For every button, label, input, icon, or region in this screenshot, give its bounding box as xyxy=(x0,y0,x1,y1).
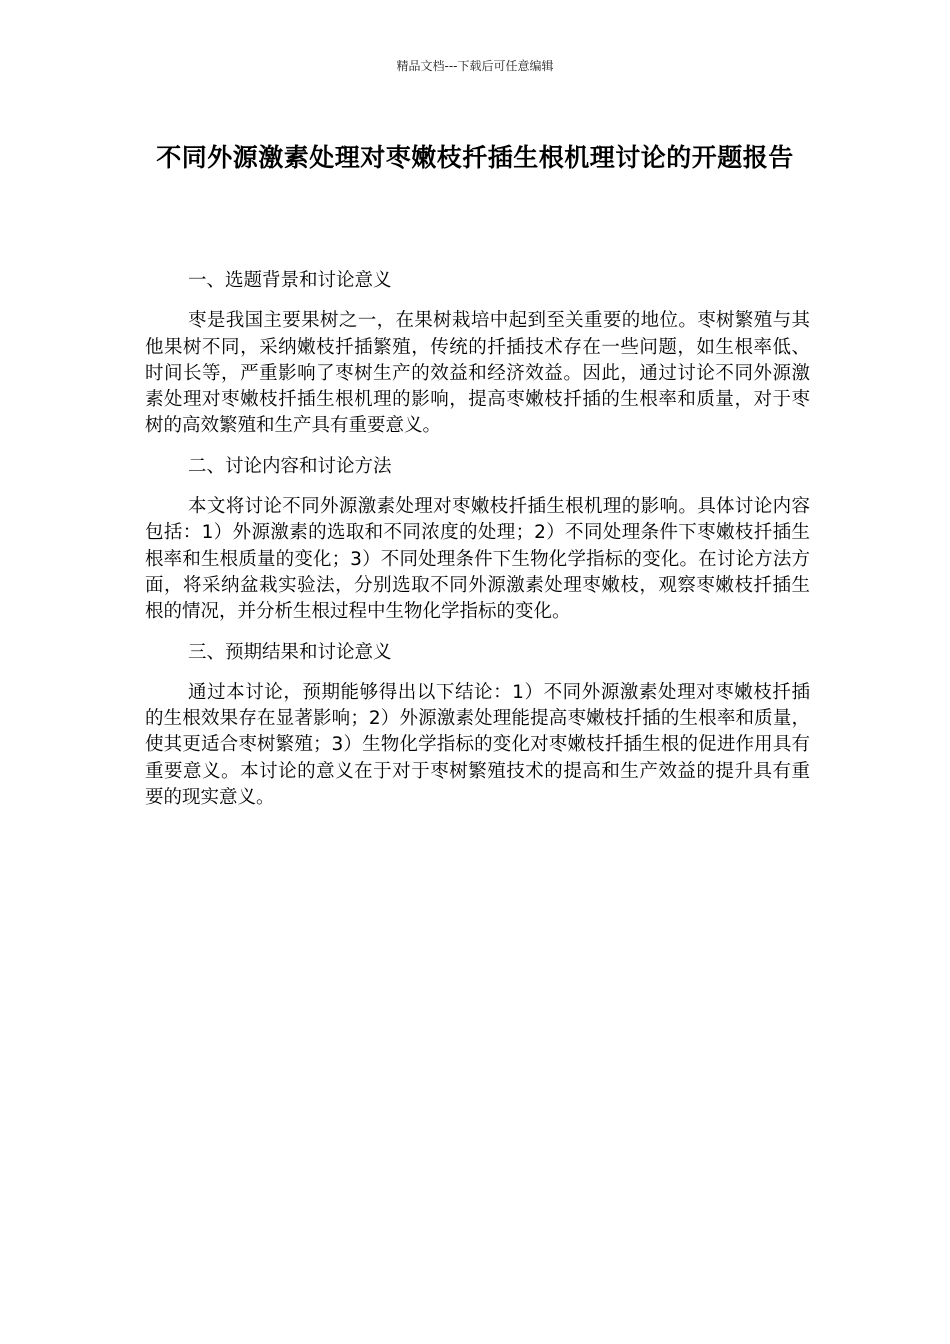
section-heading-content-methods: 二、讨论内容和讨论方法 xyxy=(188,455,392,477)
document-body xyxy=(145,268,810,825)
section-paragraph-content-methods: 本文将讨论不同外源激素处理对枣嫩枝扦插生根机理的影响。具体讨论内容包括：1）外源激素的选取和不同浓度的处理；2）不同处理条件下枣嫩枝扦插生根率和生根质量的变化；3）不同处理条件下生物化学指标的变化。在讨论方法方面，将采纳盆栽实验法，分别选取不同外源激素处理枣嫩枝，观察枣嫩枝扦插生根的情况，并分析生根过程中生物化学指标的变化。 xyxy=(145,496,810,623)
section-heading-expected-results: 三、预期结果和讨论意义 xyxy=(188,641,392,663)
section-heading-background: 一、选题背景和讨论意义 xyxy=(188,270,392,291)
section-paragraph-background: 枣是我国主要果树之一，在果树栽培中起到至关重要的地位。枣树繁殖与其他果树不同，采纳嫩枝扦插繁殖，传统的扦插技术存在一些问题，如生根率低、时间长等，严重影响了枣树生产的效益和经济效益。因此，通过讨论不同外源激素处理对枣嫩枝扦插生根机理的影响，提高枣嫩枝扦插的生根率和质量，对于枣树的高效繁殖和生产具有重要意义。 xyxy=(145,310,810,437)
section-paragraph-expected-results: 通过本讨论，预期能够得出以下结论：1）不同外源激素处理对枣嫩枝扦插的生根效果存在显著影响；2）外源激素处理能提高枣嫩枝扦插的生根率和质量，使其更适合枣树繁殖；3）生物化学指标的变化对枣嫩枝扦插生根的促进作用具有重要意义。本讨论的意义在于对于枣树繁殖技术的提高和生产效益的提升具有重要的现实意义。 xyxy=(145,681,810,809)
page-header: 精品文档---下载后可任意编辑 xyxy=(396,59,554,73)
document-title: 不同外源激素处理对枣嫩枝扦插生根机理讨论的开题报告 xyxy=(156,143,794,172)
